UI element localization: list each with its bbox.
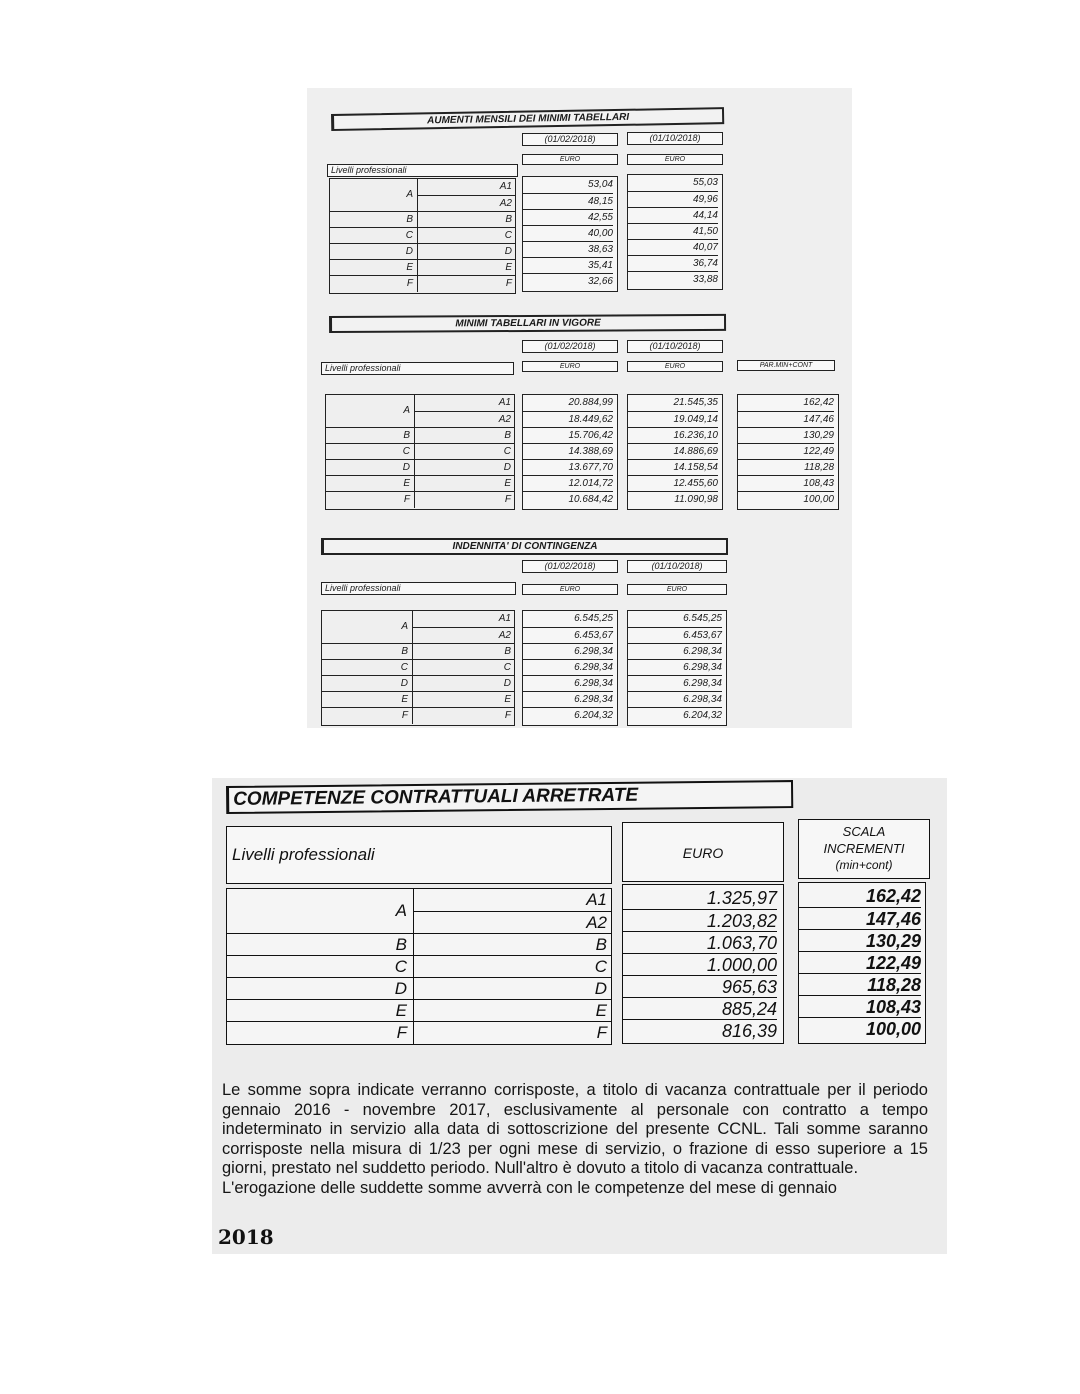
- level-row: [413, 911, 611, 934]
- value-cell: 14.388,69: [523, 443, 613, 460]
- level-group: B: [403, 430, 410, 441]
- level-code: A2: [586, 913, 607, 932]
- level-group: D: [394, 979, 407, 998]
- value-cell: 48,15: [523, 193, 613, 210]
- value-cell: 6.453,67: [628, 627, 722, 644]
- levels-header-label: Livelli professionali: [232, 845, 375, 864]
- euro-value-cell: 1.325,97: [706, 888, 777, 908]
- unit-header-1: EURO: [522, 361, 618, 372]
- column-divider: [413, 1000, 414, 1022]
- level-row: [414, 411, 514, 428]
- scala-header-line-3: (min+cont): [835, 858, 893, 872]
- column-divider: [417, 276, 418, 292]
- table-title: MINIMI TABELLARI IN VIGORE: [329, 314, 726, 333]
- level-row: [322, 675, 514, 692]
- value-cell: 21.545,35: [673, 397, 718, 408]
- value-cell: 14.886,69: [628, 443, 718, 460]
- level-code: B: [505, 214, 512, 225]
- scala-value-cell: 118,28: [799, 973, 921, 996]
- value-cell: 42,55: [523, 209, 613, 226]
- level-row: [417, 195, 515, 212]
- value-cell: 44,14: [628, 207, 718, 224]
- date-header-2: (01/10/2018): [627, 132, 723, 145]
- value-cell: 6.298,34: [628, 675, 722, 692]
- euro-value-cell: 1.000,00: [623, 953, 777, 976]
- note-paragraph-2: L'erogazione delle suddette somme avverrà con le competenze del mese di gennaio: [222, 1178, 837, 1197]
- table-aumenti-mensili: [307, 88, 852, 298]
- scala-value-cell: 122,49: [799, 951, 921, 974]
- value-cell: 6.298,34: [523, 659, 613, 676]
- column-divider: [414, 460, 415, 476]
- level-row: [330, 179, 515, 200]
- value-cell: 6.545,25: [574, 613, 613, 624]
- column-divider: [413, 889, 414, 911]
- values-column-2: [627, 610, 727, 726]
- level-group: C: [402, 446, 410, 457]
- column-divider: [413, 956, 414, 978]
- values-column-1: [522, 394, 618, 510]
- value-cell: 6.298,34: [523, 691, 613, 708]
- level-row: [227, 999, 611, 1022]
- table-title: COMPETENZE CONTRATTUALI ARRETRATE: [226, 780, 793, 814]
- level-row: [330, 259, 515, 276]
- level-code: E: [504, 694, 511, 705]
- date-header-2: (01/10/2018): [627, 340, 723, 353]
- value-cell: 122,49: [738, 443, 834, 460]
- euro-column: [622, 884, 784, 1044]
- values-column-1: [522, 176, 618, 292]
- level-group: E: [401, 694, 408, 705]
- level-row: [227, 1021, 611, 1044]
- column-divider: [413, 1022, 414, 1044]
- level-row: [227, 889, 611, 920]
- level-row: [330, 275, 515, 292]
- level-row: [322, 691, 514, 708]
- level-row: [322, 659, 514, 676]
- level-group: D: [402, 462, 410, 473]
- level-code: C: [503, 662, 511, 673]
- competenze-sheet: [212, 778, 947, 1254]
- level-row: [227, 977, 611, 1000]
- level-group: E: [395, 1001, 407, 1020]
- unit-header-2: EURO: [627, 584, 727, 595]
- date-header-1: (01/02/2018): [522, 560, 618, 573]
- level-group: F: [403, 494, 410, 505]
- levels-column: [325, 394, 515, 510]
- level-row: [227, 955, 611, 978]
- euro-header: [622, 822, 784, 882]
- table-indennita-contingenza: [307, 528, 852, 728]
- column-divider: [413, 934, 414, 956]
- level-code: B: [504, 646, 511, 657]
- column-divider: [414, 444, 415, 460]
- column-divider: [417, 179, 418, 195]
- values-column-1: [522, 610, 618, 726]
- level-code: F: [504, 710, 511, 721]
- column-divider: [412, 660, 413, 676]
- levels-header: Livelli professionali: [321, 582, 516, 595]
- level-group: C: [405, 230, 413, 241]
- value-cell: 33,88: [628, 271, 718, 288]
- column-divider: [414, 395, 415, 411]
- value-cell: 40,00: [523, 225, 613, 242]
- column-divider: [417, 212, 418, 228]
- euro-value-cell: 1.063,70: [623, 931, 777, 954]
- column-divider: [414, 492, 415, 508]
- level-code: B: [504, 430, 511, 441]
- level-code: D: [503, 462, 511, 473]
- level-group: B: [395, 935, 407, 954]
- level-code: F: [504, 494, 511, 505]
- level-row: [412, 627, 514, 644]
- date-header-2: (01/10/2018): [627, 560, 727, 573]
- level-group: D: [400, 678, 408, 689]
- column-divider: [413, 978, 414, 1000]
- scala-value-cell: 100,00: [799, 1017, 921, 1040]
- level-code: D: [503, 678, 511, 689]
- value-cell: 6.204,32: [523, 707, 613, 724]
- column-divider: [412, 692, 413, 708]
- scala-header-line-2: INCREMENTI: [823, 841, 905, 856]
- unit-header-1: EURO: [522, 154, 618, 165]
- scala-header: [798, 819, 930, 879]
- column-divider: [412, 628, 413, 644]
- level-code: E: [595, 1001, 607, 1020]
- level-group: A: [401, 621, 408, 632]
- euro-header-label: EURO: [682, 845, 724, 861]
- date-header-1: (01/02/2018): [522, 133, 618, 146]
- level-code: A2: [498, 414, 511, 425]
- level-row: [322, 707, 514, 724]
- level-code: E: [505, 262, 512, 273]
- level-code: F: [505, 278, 512, 289]
- levels-column: [329, 178, 516, 294]
- level-group: A: [395, 901, 407, 920]
- column-divider: [412, 676, 413, 692]
- level-row: [322, 643, 514, 660]
- level-row: [330, 211, 515, 228]
- column-divider: [417, 244, 418, 260]
- value-cell: 6.545,25: [683, 613, 722, 624]
- value-cell: 12.014,72: [523, 475, 613, 492]
- level-group: A: [406, 189, 413, 200]
- level-code: C: [594, 957, 607, 976]
- unit-header-2: EURO: [627, 154, 723, 165]
- note-paragraph-1: Le somme sopra indicate verranno corrisposte, a titolo di vacanza contrattuale per il periodo gennaio 2016 - novembre 2017, esclusivamente al personale con contratto a tempo indeterminato in servizio alla data di sottoscrizione del presente CCNL. Tali somme saranno corrisposte nella misura di 1/23 per ogni mese di servizio, o frazione di esso superiore a 15 giorni, prestato nel suddetto periodo. Null'altro è dovuto a titolo di vacanza contrattuale.: [222, 1081, 928, 1177]
- scala-value-cell: 108,43: [799, 995, 921, 1018]
- level-code: C: [503, 446, 511, 457]
- scala-header-line-1: SCALA: [842, 824, 886, 839]
- level-group: B: [406, 214, 413, 225]
- level-code: D: [504, 246, 512, 257]
- level-code: A2: [498, 630, 511, 641]
- value-cell: 6.298,34: [523, 643, 613, 660]
- column-divider: [412, 611, 413, 627]
- value-cell: 14.158,54: [628, 459, 718, 476]
- level-row: [326, 443, 514, 460]
- value-cell: 18.449,62: [523, 411, 613, 428]
- value-cell: 19.049,14: [628, 411, 718, 428]
- level-row: [326, 395, 514, 416]
- level-group: B: [401, 646, 408, 657]
- value-cell: 6.298,34: [628, 643, 722, 660]
- value-cell: 6.298,34: [523, 675, 613, 692]
- level-code: D: [594, 979, 607, 998]
- value-cell: 16.236,10: [628, 427, 718, 444]
- column-divider: [414, 476, 415, 492]
- column-divider: [413, 912, 414, 934]
- level-row: [326, 459, 514, 476]
- level-code: C: [504, 230, 512, 241]
- level-row: [326, 491, 514, 508]
- value-cell: 20.884,99: [568, 397, 613, 408]
- value-cell: 162,42: [803, 397, 834, 408]
- level-group: D: [405, 246, 413, 257]
- value-cell: 41,50: [628, 223, 718, 240]
- table-title: INDENNITA' DI CONTINGENZA: [321, 538, 728, 555]
- value-cell: 6.298,34: [628, 691, 722, 708]
- level-code: A2: [499, 198, 512, 209]
- level-group: A: [403, 405, 410, 416]
- scala-value-cell: 147,46: [799, 907, 921, 930]
- value-cell: 147,46: [738, 411, 834, 428]
- levels-grid: [226, 888, 612, 1045]
- level-code: A1: [586, 890, 607, 909]
- level-group: C: [394, 957, 407, 976]
- scanned-tables-sheet: [307, 88, 852, 728]
- level-row: [330, 243, 515, 260]
- value-cell: 32,66: [523, 273, 613, 290]
- level-code: F: [596, 1023, 607, 1042]
- value-cell: 6.453,67: [523, 627, 613, 644]
- values-column-2: [627, 394, 723, 510]
- value-cell: 49,96: [628, 191, 718, 208]
- euro-value-cell: 965,63: [623, 975, 777, 998]
- column-divider: [417, 260, 418, 276]
- values-column-param: [737, 394, 839, 510]
- param-header: PAR.MIN+CONT: [737, 360, 835, 371]
- value-cell: 10.684,42: [523, 491, 613, 508]
- level-row: [326, 427, 514, 444]
- level-row: [326, 475, 514, 492]
- value-cell: 40,07: [628, 239, 718, 256]
- level-code: A1: [498, 613, 511, 624]
- column-divider: [412, 644, 413, 660]
- column-divider: [417, 228, 418, 244]
- value-cell: 38,63: [523, 241, 613, 258]
- level-code: B: [595, 935, 607, 954]
- level-row: [227, 933, 611, 956]
- level-row: [330, 227, 515, 244]
- value-cell: 6.298,34: [628, 659, 722, 676]
- euro-value-cell: 816,39: [623, 1019, 777, 1042]
- value-cell: 53,04: [587, 179, 613, 190]
- value-cell: 36,74: [628, 255, 718, 272]
- unit-header-2: EURO: [627, 361, 723, 372]
- level-group: E: [406, 262, 413, 273]
- levels-header: Livelli professionali: [327, 164, 518, 177]
- scala-value-cell: 130,29: [799, 929, 921, 952]
- value-cell: 15.706,42: [523, 427, 613, 444]
- table-minimi-tabellari: [307, 308, 852, 518]
- value-cell: 12.455,60: [628, 475, 718, 492]
- levels-header: Livelli professionali: [321, 362, 514, 375]
- value-cell: 13.677,70: [523, 459, 613, 476]
- levels-column: [321, 610, 515, 726]
- level-code: E: [504, 478, 511, 489]
- value-cell: 11.090,98: [628, 491, 718, 508]
- table-title: AUMENTI MENSILI DEI MINIMI TABELLARI: [331, 107, 724, 131]
- column-divider: [417, 196, 418, 212]
- handwritten-year: 2018: [218, 1225, 274, 1249]
- level-group: C: [400, 662, 408, 673]
- value-cell: 35,41: [523, 257, 613, 274]
- value-cell: 55,03: [692, 177, 718, 188]
- level-row: [322, 611, 514, 632]
- value-cell: 130,29: [738, 427, 834, 444]
- euro-value-cell: 885,24: [623, 997, 777, 1020]
- level-group: F: [406, 278, 413, 289]
- column-divider: [414, 428, 415, 444]
- unit-header-1: EURO: [522, 584, 618, 595]
- value-cell: 100,00: [738, 491, 834, 508]
- level-group: F: [401, 710, 408, 721]
- level-code: A1: [499, 181, 512, 192]
- column-divider: [412, 708, 413, 724]
- value-cell: 6.204,32: [628, 707, 722, 724]
- column-divider: [414, 412, 415, 428]
- explanatory-note: [222, 1081, 928, 1198]
- level-group: F: [396, 1023, 407, 1042]
- euro-value-cell: 1.203,82: [623, 909, 777, 932]
- levels-header: [226, 826, 612, 884]
- scala-column: [798, 882, 926, 1044]
- scala-value-cell: 162,42: [865, 886, 921, 906]
- date-header-1: (01/02/2018): [522, 340, 618, 353]
- level-code: A1: [498, 397, 511, 408]
- value-cell: 108,43: [738, 475, 834, 492]
- values-column-2: [627, 174, 723, 290]
- level-group: E: [403, 478, 410, 489]
- value-cell: 118,28: [738, 459, 834, 476]
